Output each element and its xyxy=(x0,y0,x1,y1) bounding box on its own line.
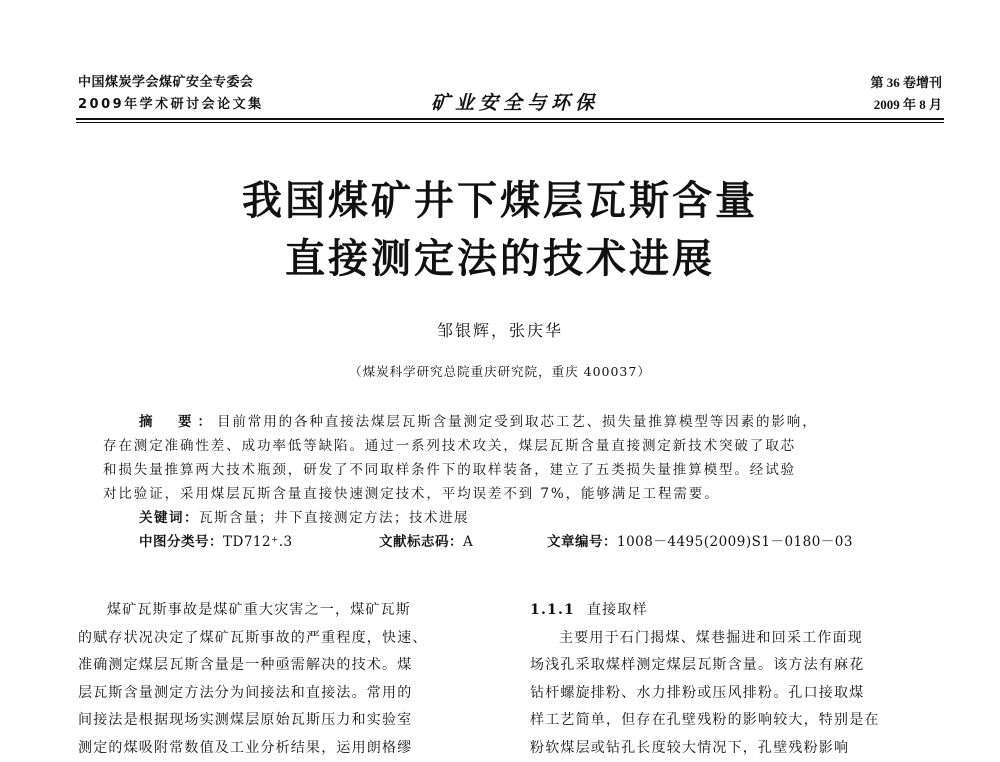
section-heading xyxy=(530,597,942,625)
abstract-line-1 xyxy=(103,410,918,434)
paper-title-line-1: 我国煤矿井下煤层瓦斯含量 xyxy=(0,172,1000,230)
doc-code-value: A xyxy=(463,534,473,550)
header-committee: 中国煤炭学会煤矿安全专委会 xyxy=(78,72,264,94)
header-rule xyxy=(76,118,944,123)
abstract-line-4: 对比验证，采用煤层瓦斯含量直接快速测定技术，平均误差不到 7%，能够满足工程需要。 xyxy=(103,482,918,506)
paper-title xyxy=(0,172,1000,288)
body-line: 间接法是根据现场实测煤层原始瓦斯压力和实验室 xyxy=(78,707,490,735)
article-no-value: 1008－4495(2009)S1－0180－03 xyxy=(617,534,853,550)
header-date: 2009 年 8 月 xyxy=(870,94,942,116)
body-right-column xyxy=(530,597,942,762)
article-number xyxy=(547,530,853,550)
body-line: 粉软煤层或钻孔长度较大情况下，孔壁残粉影响 xyxy=(530,735,942,762)
affiliation: （煤炭科学研究总院重庆研究院，重庆 400037） xyxy=(0,362,1000,380)
abstract-line-2: 存在测定准确性差、成功率低等缺陷。通过一系列技术攻关，煤层瓦斯含量直接测定新技术突破了取芯 xyxy=(103,434,918,458)
body-line: 测定的煤吸附常数值及工业分析结果，运用朗格缪 xyxy=(78,735,490,762)
abstract-text-1: 目前常用的各种直接法煤层瓦斯含量测定受到取芯工艺、损失量推算模型等因素的影响， xyxy=(217,414,818,430)
body-line: 准确测定煤层瓦斯含量是一种亟需解决的技术。煤 xyxy=(78,652,490,680)
document-code xyxy=(379,530,473,550)
body-line: 主要用于石门揭煤、煤巷掘进和回采工作面现 xyxy=(530,625,942,653)
body-left-column xyxy=(78,597,490,762)
keywords-label: 关键词： xyxy=(139,510,199,526)
clc-label: 中图分类号： xyxy=(139,534,223,550)
authors: 邹银辉，张庆华 xyxy=(0,318,1000,341)
doc-code-label: 文献标志码： xyxy=(379,534,463,550)
body-line: 层瓦斯含量测定方法分为间接法和直接法。常用的 xyxy=(78,680,490,708)
journal-name: 矿业安全与环保 xyxy=(400,88,630,115)
clc-value: TD712⁺.3 xyxy=(223,534,293,550)
body-line: 的赋存状况决定了煤矿瓦斯事故的严重程度，快速、 xyxy=(78,625,490,653)
header-volume: 第 36 卷增刊 xyxy=(870,72,942,94)
section-number: 1.1.1 xyxy=(530,602,575,618)
body-line: 场浅孔采取煤样测定煤层瓦斯含量。该方法有麻花 xyxy=(530,652,942,680)
abstract xyxy=(103,410,918,506)
abstract-label: 摘 要： xyxy=(139,414,217,430)
keywords xyxy=(139,506,469,526)
body-line: 样工艺简单，但存在孔壁残粉的影响较大，特别是在 xyxy=(530,707,942,735)
abstract-line-3: 和损失量推算两大技术瓶颈，研发了不同取样条件下的取样装备，建立了五类损失量推算模型。经试验 xyxy=(103,458,918,482)
section-title: 直接取样 xyxy=(587,602,648,618)
header-proceedings-info xyxy=(78,72,264,116)
body-line: 钻杆螺旋排粉、水力排粉或压风排粉。孔口接取煤 xyxy=(530,680,942,708)
body-line: 煤矿瓦斯事故是煤矿重大灾害之一，煤矿瓦斯 xyxy=(78,597,490,625)
header-issue-info xyxy=(870,72,942,116)
keywords-value: 瓦斯含量；井下直接测定方法；技术进展 xyxy=(199,510,469,526)
clc-number xyxy=(139,530,293,550)
article-no-label: 文章编号： xyxy=(547,534,617,550)
paper-title-line-2: 直接测定法的技术进展 xyxy=(0,230,1000,288)
header-proceedings-title: 2009年学术研讨会论文集 xyxy=(78,94,264,116)
